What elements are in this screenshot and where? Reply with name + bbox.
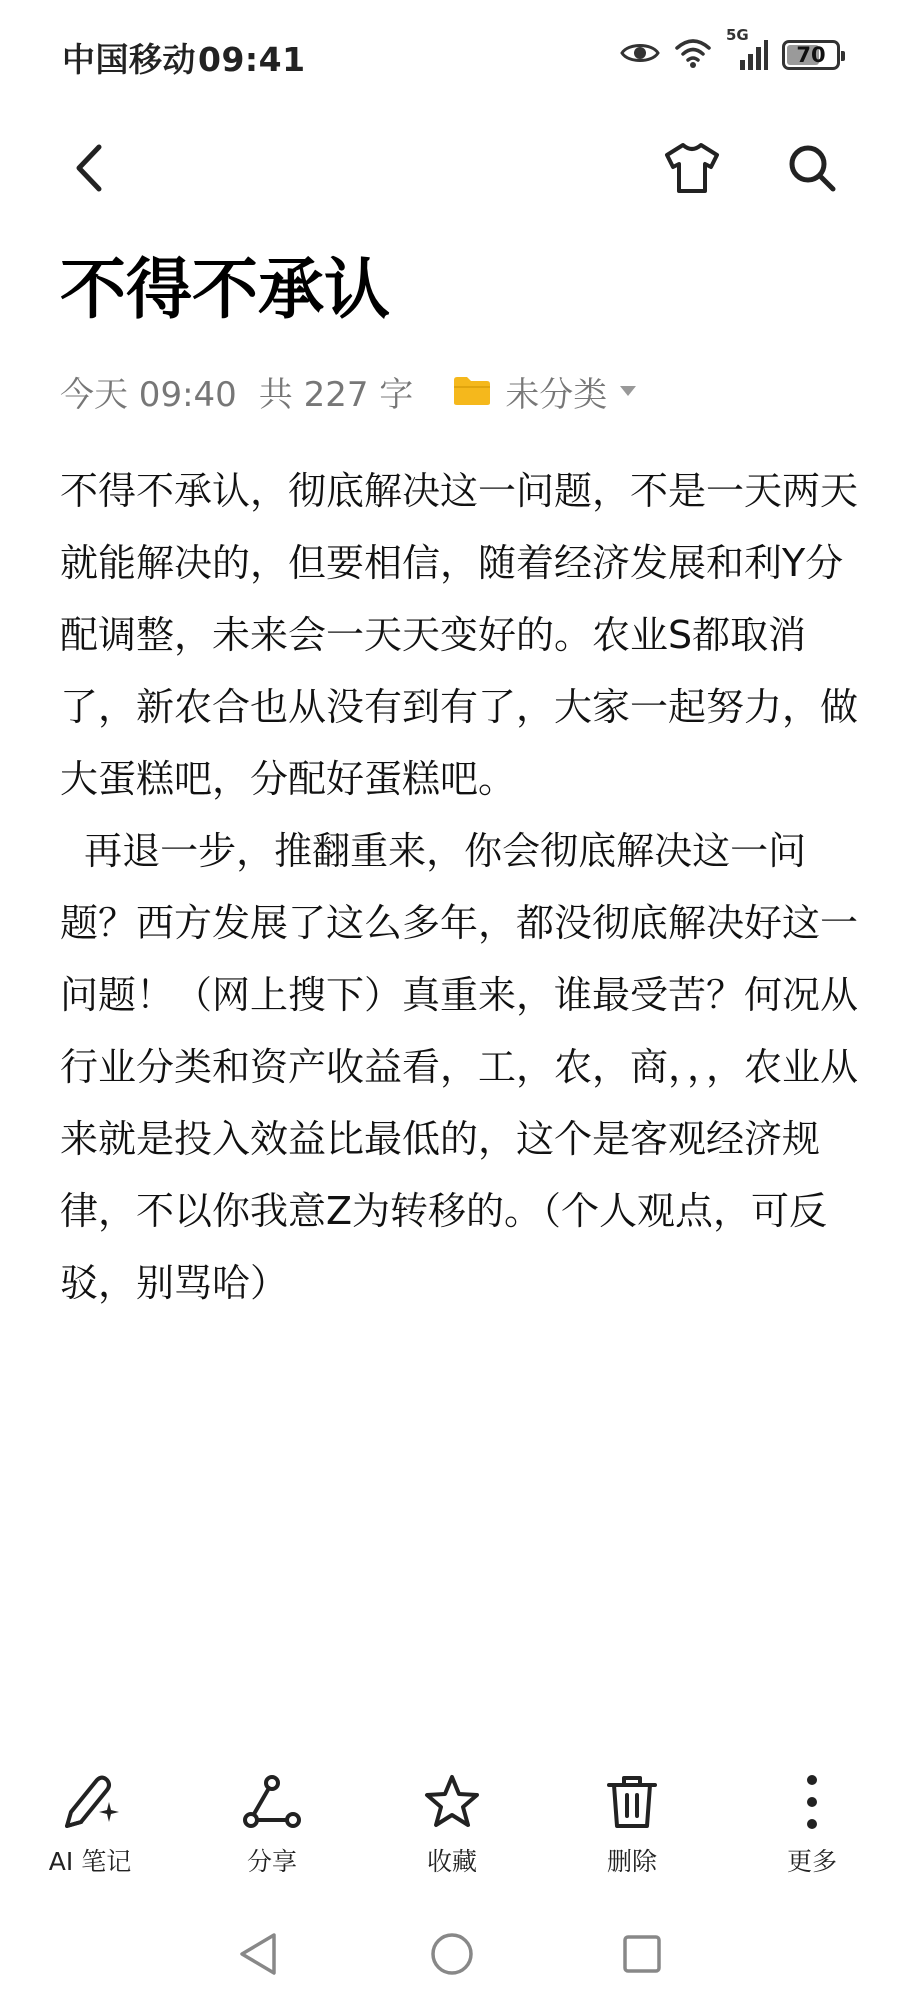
- word-count: 共 227 字: [258, 374, 414, 415]
- share-icon: [242, 1770, 302, 1834]
- more-button[interactable]: [742, 1770, 882, 1878]
- status-bar: [0, 0, 902, 110]
- nav-back-triangle-icon: [236, 1931, 280, 1981]
- chevron-left-icon: [71, 143, 105, 197]
- status-left: [62, 34, 306, 81]
- theme-button[interactable]: [660, 138, 724, 202]
- back-button[interactable]: [58, 140, 118, 200]
- delete-label: 删除: [606, 1847, 657, 1876]
- ai-note-button[interactable]: [20, 1770, 160, 1878]
- wifi-icon: [674, 37, 712, 73]
- system-nav-bar: [0, 1920, 902, 1990]
- ai-note-label: AI 笔记: [48, 1847, 132, 1876]
- ai-pen-icon: [57, 1770, 123, 1834]
- category-selector[interactable]: [453, 367, 637, 416]
- note-date: 今天 09:40: [60, 374, 237, 415]
- network-type: 5G: [726, 26, 749, 44]
- note-body[interactable]: [60, 455, 860, 1319]
- status-icons: [620, 26, 840, 76]
- category-label: 未分类: [505, 374, 608, 415]
- note-paragraph-1: 不得不承认，彻底解决这一问题，不是一天两天就能解决的，但要相信，随着经济发展和利Y分配调整，未来会一天天变好的。农业S都取消了，新农合也从没有到有了，大家一起努力，做大蛋糕吧，分配好蛋糕吧。: [60, 469, 859, 801]
- nav-recents-square-icon: [621, 1933, 663, 1979]
- nav-home-button[interactable]: [422, 1926, 482, 1986]
- battery-level-text: 70: [796, 43, 826, 67]
- eye-icon: [620, 40, 660, 70]
- more-label: 更多: [786, 1847, 837, 1876]
- more-vertical-icon: [802, 1770, 822, 1834]
- search-button[interactable]: [780, 138, 844, 202]
- dropdown-triangle-icon: [619, 385, 637, 397]
- share-button[interactable]: [202, 1770, 342, 1878]
- star-icon: [422, 1770, 482, 1834]
- nav-recents-button[interactable]: [612, 1926, 672, 1986]
- carrier-label: 中国移动: [62, 40, 196, 79]
- tshirt-icon: [663, 141, 721, 199]
- note-title[interactable]: 不得不承认: [60, 251, 390, 328]
- favorite-button[interactable]: [382, 1770, 522, 1878]
- trash-icon: [605, 1770, 659, 1834]
- favorite-label: 收藏: [426, 1847, 477, 1876]
- battery-indicator: [782, 40, 840, 70]
- note-meta: [60, 368, 637, 414]
- nav-home-circle-icon: [429, 1931, 475, 1981]
- bottom-action-bar: [0, 1770, 902, 1890]
- note-paragraph-2: 再退一步，推翻重来，你会彻底解决这一问题？西方发展了这么多年，都没彻底解决好这一问题！（网上搜下）真重来，谁最受苦？何况从行业分类和资产收益看，工，农，商，，，农业从来就是投入效益比最低的，这个是客观经济规律，不以你我意Z为转移的。（个人观点，可反驳，别骂哈）: [60, 829, 859, 1305]
- search-icon: [786, 142, 838, 198]
- toolbar: [0, 120, 902, 220]
- signal-icon: [726, 26, 768, 72]
- nav-back-button[interactable]: [228, 1926, 288, 1986]
- delete-button[interactable]: [562, 1770, 702, 1878]
- folder-icon: [453, 376, 491, 406]
- status-time: 09:41: [198, 40, 306, 79]
- share-label: 分享: [246, 1847, 297, 1876]
